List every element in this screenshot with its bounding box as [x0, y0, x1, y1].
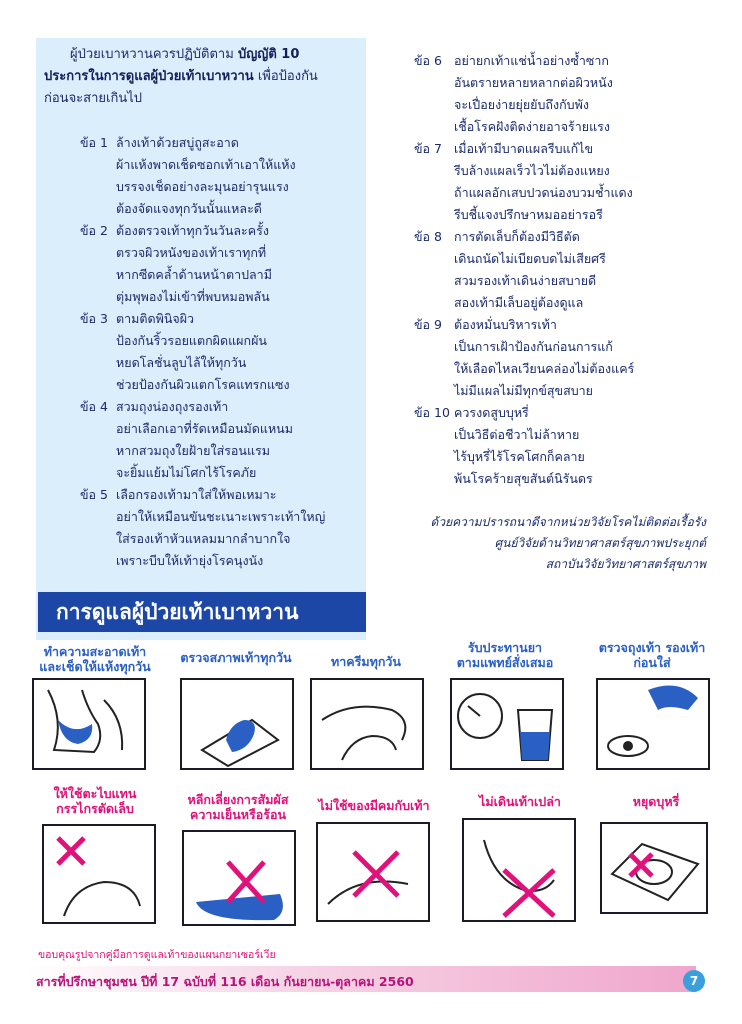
credit-line: ศูนย์วิจัยด้านวิทยาศาสตร์สุขภาพประยุกต์	[494, 536, 706, 550]
panel-caption: ตรวจสภาพเท้าทุกวัน	[180, 650, 292, 665]
rule-number: ข้อ 4	[80, 399, 108, 414]
panel-caption: รับประทานยา ตามแพทย์สั่งเสมอ	[456, 640, 554, 670]
rule-line: สวมถุงน่องถุงรองเท้า	[116, 399, 229, 414]
rule-line: ต้องหมั่นบริหารเท้า	[454, 317, 557, 332]
image-credit: ขอบคุณรูปจากคู่มือการดูแลเท้าของแผนกยาเซอร์เวีย	[38, 949, 276, 961]
footer-publication: สารที่ปรึกษาชุมชน ปีที่ 17 ฉบับที่ 116 เดือน กันยายน-ตุลาคม 2560	[36, 974, 414, 989]
page-number: 7	[683, 970, 705, 992]
panel-illustration	[600, 822, 708, 914]
rule-line: อันตรายหลายหลากต่อผิวหนัง	[454, 75, 613, 90]
rule-line: ใส่รองเท้าหัวแหลมมากลำบากใจ	[116, 531, 291, 546]
credit-line: ด้วยความปรารถนาดีจากหน่วยวิจัยโรคไม่ติดต่อเรื้อรัง	[430, 515, 706, 529]
panel-caption: ทาครีมทุกวัน	[331, 654, 401, 669]
panel-caption: หลีกเลี่ยงการสัมผัส ความเย็นหรือร้อน	[187, 792, 289, 822]
rule-line: เชื้อโรคฝังติดง่ายอาจร้ายแรง	[454, 119, 610, 134]
rule-number: ข้อ 7	[414, 141, 442, 156]
rule-line: เพราะบีบให้เท้ายุ่งโรคนุงนัง	[116, 553, 264, 568]
intro-paragraph	[44, 44, 364, 110]
panel-no-sharp	[304, 784, 444, 934]
credit-line: สถาบันวิจัยวิทยาศาสตร์สุขภาพ	[545, 557, 706, 571]
rule-6	[414, 50, 714, 140]
shoe-eye-icon	[598, 680, 708, 768]
panel-illustration	[462, 818, 576, 922]
rule-line: ไร้บุหรี่ไร้โรคโศกก็คลาย	[454, 449, 585, 464]
rule-line: รีบชี้แจงปรึกษาหมออย่ารอรี	[454, 207, 603, 222]
rule-line: ล้างเท้าด้วยสบู่ถูสะอาด	[116, 135, 239, 150]
rule-7	[414, 138, 714, 228]
rule-line: ผ้าแห้งพาดเช็ดซอกเท้าเอาให้แห้ง	[116, 157, 296, 172]
rule-line: พ้นโรคร้ายสุขสันต์นิรันดร	[454, 471, 593, 486]
panel-caption: ตรวจถุงเท้า รองเท้า ก่อนใส่	[598, 640, 706, 670]
rule-number: ข้อ 9	[414, 317, 442, 332]
rule-5	[80, 484, 370, 574]
panel-caption: ให้ใช้ตะไบแทน กรรไกรตัดเล็บ	[53, 786, 137, 816]
panel-illustration	[450, 678, 564, 770]
panel-illustration	[32, 678, 146, 770]
rule-line: ช่วยป้องกันผิวแตกโรคแทรกแซง	[116, 377, 290, 392]
panel-caption: ไม่ใช้ของมีคมกับเท้า	[318, 798, 430, 813]
rule-number: ข้อ 8	[414, 229, 442, 244]
rule-line: ไม่มีแผลไม่มีทุกข์สุขสบาย	[454, 383, 594, 398]
intro-line-3: ก่อนจะสายเกินไป	[44, 91, 143, 106]
rule-line: เลือกรองเท้ามาใส่ให้พอเหมาะ	[116, 487, 277, 502]
rule-number: ข้อ 5	[80, 487, 108, 502]
ashtray-icon	[602, 824, 706, 912]
rule-line: หากสวมถุงใยฝ้ายใส่รอนแรม	[116, 443, 270, 458]
panel-no-barefoot	[450, 784, 590, 934]
rule-9	[414, 314, 714, 404]
panel-stop-smoking	[590, 784, 722, 934]
cream-hand-icon	[312, 680, 422, 768]
rule-line: ถ้าแผลอักเสบปวดน่องบวมช้ำแดง	[454, 185, 633, 200]
panel-caption: ทำความสะอาดเท้า และเช็ดให้แห้งทุกวัน	[39, 644, 151, 674]
rule-number: ข้อ 2	[80, 223, 108, 238]
rule-line: จะยิ้มแย้มไม่โศกไร้โรคภัย	[116, 465, 257, 480]
rule-line: เดินถนัดไม่เบียดบดไม่เสียศรี	[454, 251, 606, 266]
panel-inspect-feet	[166, 640, 306, 770]
rule-line: จะเปื่อยง่ายยุ่ยยับถึงกับพัง	[454, 97, 589, 112]
hot-water-icon	[184, 832, 294, 924]
rule-1	[80, 132, 370, 222]
rule-number: ข้อ 6	[414, 53, 442, 68]
sharp-tool-icon	[318, 824, 428, 920]
panel-illustration	[316, 822, 430, 922]
barefoot-icon	[464, 820, 574, 920]
rule-line: ต้องตรวจเท้าทุกวันวันละครั้ง	[116, 223, 269, 238]
rule-line: สองเท้ามีเล็บอยู่ต้องดูแล	[454, 295, 584, 310]
panel-use-file	[20, 784, 170, 934]
intro-bold-2: ประการในการดูแลผู้ป่วยเท้าเบาหวาน	[44, 69, 254, 84]
panel-illustration	[310, 678, 424, 770]
intro-bold-1: บัญญัติ 10	[237, 47, 300, 62]
panel-illustration	[182, 830, 296, 926]
panel-caption: ไม่เดินเท้าเปล่า	[479, 794, 561, 809]
rule-number: ข้อ 10	[414, 405, 450, 420]
rule-10	[414, 402, 714, 492]
nail-file-icon	[44, 826, 154, 922]
medicine-glass-icon	[452, 680, 562, 768]
panel-illustration	[180, 678, 294, 770]
intro-line-2: เพื่อป้องกัน	[253, 69, 318, 84]
washing-feet-icon	[34, 680, 144, 768]
rule-line: บรรจงเช็ดอย่างละมุนอย่ารุนแรง	[116, 179, 289, 194]
panel-caption: หยุดบุหรี่	[632, 794, 680, 809]
panel-check-shoes	[586, 640, 718, 770]
panel-wash-feet	[20, 640, 170, 770]
rule-line: หากซีดคล้ำด้านหน้าตาปลามี	[116, 267, 272, 282]
rule-3	[80, 308, 370, 398]
rule-line: สวมรองเท้าเดินง่ายสบายดี	[454, 273, 597, 288]
rule-line: อย่าเลือกเอาที่รัดเหมือนมัดแหนม	[116, 421, 293, 436]
panel-apply-cream	[302, 640, 430, 770]
rule-line: ตรวจผิวหนังของเท้าเราทุกที่	[116, 245, 267, 260]
rule-line: ตุ่มพุพองไม่เข้าที่พบหมอพลัน	[116, 289, 270, 304]
rule-line: อย่าให้เหมือนขันชะเนาะเพราะเท้าใหญ่	[116, 509, 326, 524]
rule-number: ข้อ 1	[80, 135, 108, 150]
rule-line: เป็นการเฝ้าป้องกันก่อนการแก้	[454, 339, 613, 354]
panel-illustration	[42, 824, 156, 924]
rule-line: ป้องกันริ้วรอยแตกผิดแผกผัน	[116, 333, 267, 348]
intro-line-1: ผู้ป่วยเบาหวานควรปฏิบัติตาม	[70, 47, 238, 62]
rule-line: ตามติดพินิจผิว	[116, 311, 195, 326]
rule-line: เป็นวิธีต่อชีวาไม่ล้าหาย	[454, 427, 580, 442]
rule-line: ควรงดสูบบุหรี่	[454, 405, 529, 420]
rule-line: ต้องจัดแจงทุกวันนั้นแหละดี	[116, 201, 262, 216]
panel-illustration	[596, 678, 710, 770]
rule-line: หยดโลชั่นลูบไล้ให้ทุกวัน	[116, 355, 247, 370]
rule-line: อย่ายกเท้าแช่น้ำอย่างซ้ำซาก	[454, 53, 609, 68]
rule-2	[80, 220, 370, 310]
rule-line: การตัดเล็บก็ต้องมีวิธีตัด	[454, 229, 580, 244]
section-banner: การดูแลผู้ป่วยเท้าเบาหวาน	[38, 592, 366, 632]
rule-line: รีบล้างแผลเร็วไวไม่ต้องแหยง	[454, 163, 610, 178]
panel-take-medicine	[440, 640, 570, 770]
rule-line: เมื่อเท้ามีบาดแผลรีบแก้ไข	[454, 141, 594, 156]
credits	[400, 512, 706, 575]
rule-8	[414, 226, 714, 316]
rule-4	[80, 396, 370, 486]
rule-line: ให้เลือดไหลเวียนคล่องไม่ต้องแคร์	[454, 361, 635, 376]
panel-avoid-hot-cold	[168, 784, 308, 934]
foot-inspection-icon	[182, 680, 292, 768]
rule-number: ข้อ 3	[80, 311, 108, 326]
